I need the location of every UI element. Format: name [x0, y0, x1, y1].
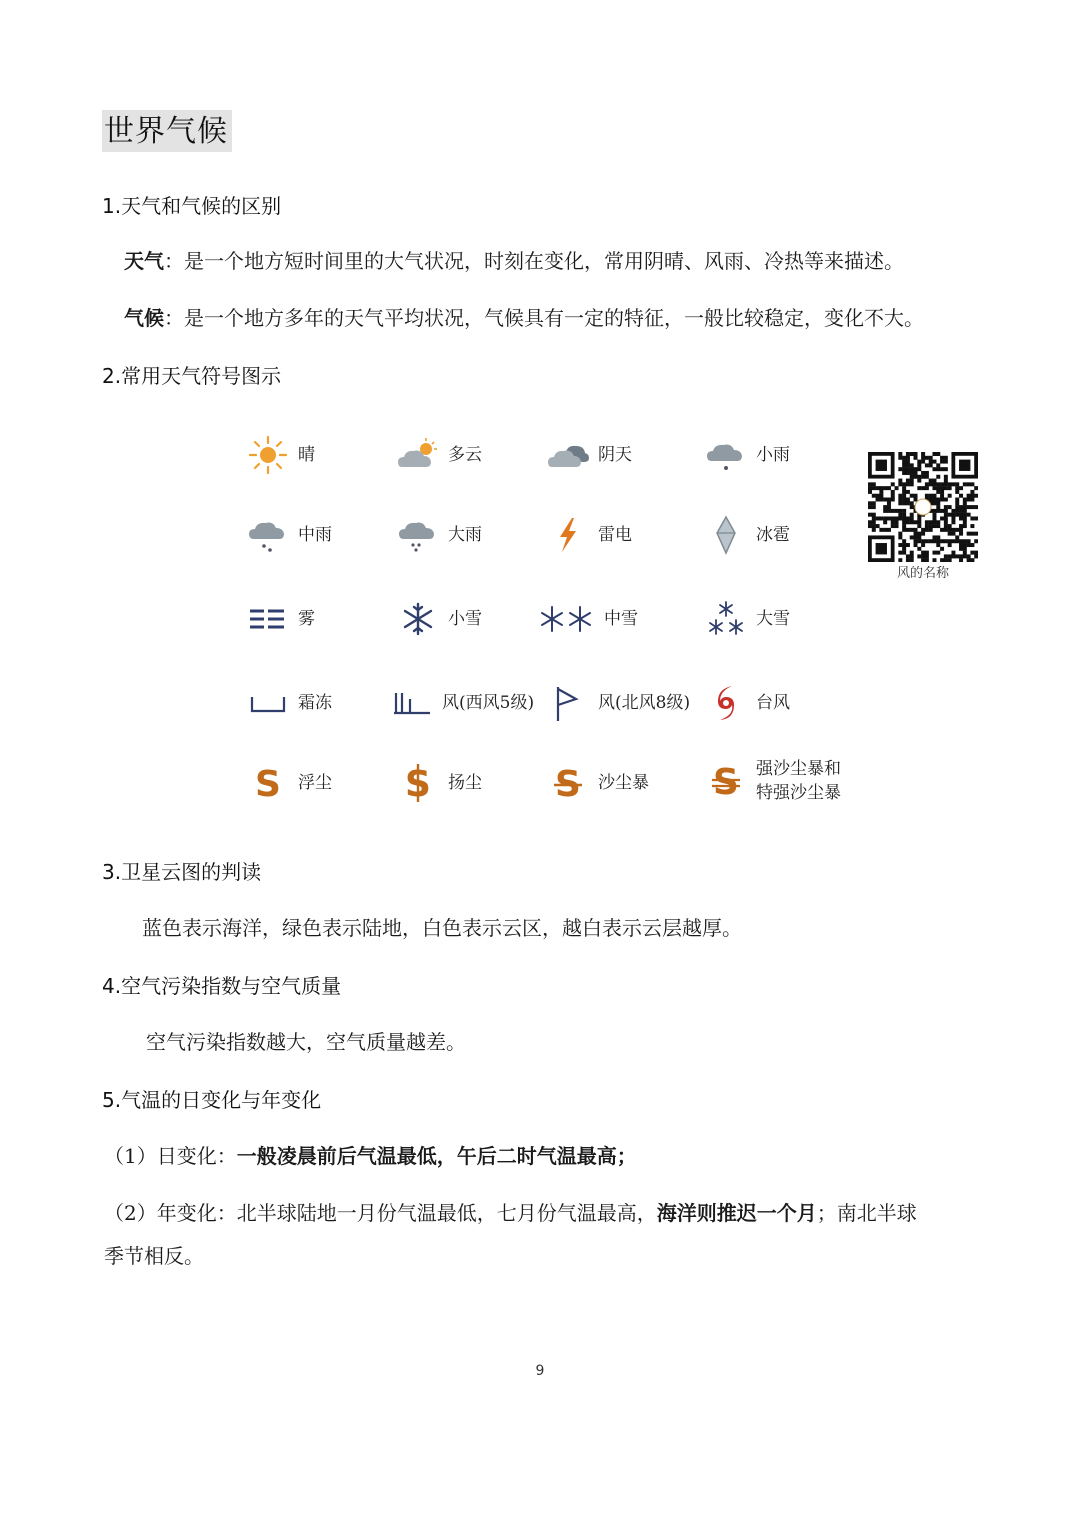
annual-change-prefix: （2）年变化：北半球陆地一月份气温最低，七月份气温最高，: [104, 1201, 657, 1225]
section-4-heading: 4.空气污染指数与空气质量: [102, 974, 342, 998]
annual-change-item: [104, 1198, 917, 1228]
page-title: 世界气候: [102, 110, 232, 152]
frost-icon: [246, 683, 290, 723]
severe-sandstorm-icon: [704, 761, 748, 801]
section-2-heading: 2.常用天气符号图示: [102, 364, 282, 388]
climate-definition-text: ：是一个地方多年的天气平均状况，气候具有一定的特征，一般比较稳定，变化不大。: [164, 306, 924, 330]
weather-definition: [124, 246, 904, 276]
climate-term: 气候: [124, 306, 164, 330]
light-rain-icon: [704, 435, 748, 475]
symbol-fog: [246, 599, 315, 639]
satellite-cloud-text: 蓝色表示海洋，绿色表示陆地，白色表示云区，越白表示云层越厚。: [142, 916, 742, 940]
symbol-label: 小雨: [756, 445, 790, 465]
symbol-label: 中雨: [298, 525, 332, 545]
symbol-heavy-rain: [396, 515, 482, 555]
symbol-label: 阴天: [598, 445, 632, 465]
symbol-sunny: [246, 435, 315, 475]
symbol-typhoon: [704, 683, 790, 723]
wind-north-8-icon: [546, 683, 590, 723]
symbol-label: 风(西风5级): [442, 693, 535, 713]
symbol-label: 中雪: [604, 609, 638, 629]
symbol-label: 浮尘: [298, 773, 332, 793]
daily-change-bold: 一般凌晨前后气温最低，午后二时气温最高；: [236, 1144, 637, 1168]
partly-cloudy-icon: [396, 435, 440, 475]
symbol-heavy-snow: [704, 599, 790, 639]
heavy-snow-icon: [704, 599, 748, 639]
qr-caption: 风的名称: [896, 566, 949, 581]
symbol-light-rain: [704, 435, 790, 475]
svg-text:S: S: [405, 764, 431, 803]
annual-change-suffix: ；南北半球: [816, 1201, 917, 1225]
symbol-hail: [704, 515, 790, 555]
weather-symbols-figure: [238, 425, 850, 835]
moderate-rain-icon: [246, 515, 290, 555]
svg-text:S: S: [713, 762, 739, 801]
symbol-label: 台风: [756, 693, 790, 713]
symbol-label: 沙尘暴: [598, 773, 649, 793]
symbol-overcast: [546, 435, 632, 475]
symbol-label: 多云: [448, 445, 482, 465]
symbol-label: 小雪: [448, 609, 482, 629]
symbol-label: 大雪: [756, 609, 790, 629]
section-5-heading: 5.气温的日变化与年变化: [102, 1088, 322, 1112]
symbol-label: 扬尘: [448, 773, 482, 793]
hail-icon: [704, 515, 748, 555]
climate-definition: [124, 303, 924, 333]
daily-change-item: [104, 1141, 637, 1171]
air-pollution-text: 空气污染指数越大，空气质量越差。: [146, 1030, 466, 1054]
svg-text:S: S: [255, 764, 281, 803]
symbol-label: 雷电: [598, 525, 632, 545]
symbol-label: 雾: [298, 609, 315, 629]
moderate-snow-icon: [538, 599, 596, 639]
symbol-label: 大雨: [448, 525, 482, 545]
qr-code[interactable]: [868, 452, 978, 562]
typhoon-icon: [704, 683, 748, 723]
page-number: 9: [535, 1363, 545, 1379]
sandstorm-icon: [546, 763, 590, 803]
symbol-wind-west-5: [390, 683, 534, 723]
overcast-icon: [546, 435, 590, 475]
section-3-heading: 3.卫星云图的判读: [102, 860, 262, 884]
light-snow-icon: [396, 599, 440, 639]
sun-icon: [246, 435, 290, 475]
symbol-label: 晴: [298, 445, 315, 465]
lightning-icon: [546, 515, 590, 555]
symbol-label: 风(北风8级): [598, 693, 691, 713]
symbol-frost: [246, 683, 332, 723]
fog-icon: [246, 599, 290, 639]
symbol-wind-north-8: [546, 683, 690, 723]
blowing-dust-icon: [396, 763, 440, 803]
annual-change-bold: 海洋则推迟一个月: [656, 1201, 817, 1225]
symbol-severe-sandstorm: [704, 757, 841, 805]
symbol-lightning: [546, 515, 632, 555]
symbol-label: 强沙尘暴和 特强沙尘暴: [756, 759, 841, 803]
wind-west-5-icon: [390, 683, 434, 723]
symbol-floating-dust: [246, 763, 332, 803]
floating-dust-icon: [246, 763, 290, 803]
symbol-partly-cloudy: [396, 435, 482, 475]
symbol-moderate-rain: [246, 515, 332, 555]
annual-change-line2: 季节相反。: [104, 1244, 204, 1268]
symbol-light-snow: [396, 599, 482, 639]
heavy-rain-icon: [396, 515, 440, 555]
daily-change-prefix: （1）日变化：: [104, 1144, 237, 1168]
symbol-blowing-dust: [396, 763, 482, 803]
svg-text:S: S: [555, 764, 581, 803]
symbol-sandstorm: [546, 763, 649, 803]
symbol-moderate-snow: [538, 599, 638, 639]
symbol-label: 冰雹: [756, 525, 790, 545]
weather-definition-text: ：是一个地方短时间里的大气状况，时刻在变化，常用阴晴、风雨、冷热等来描述。: [164, 249, 904, 273]
weather-term: 天气: [124, 249, 164, 273]
symbol-label: 霜冻: [298, 693, 332, 713]
section-1-heading: 1.天气和气候的区别: [102, 194, 282, 218]
